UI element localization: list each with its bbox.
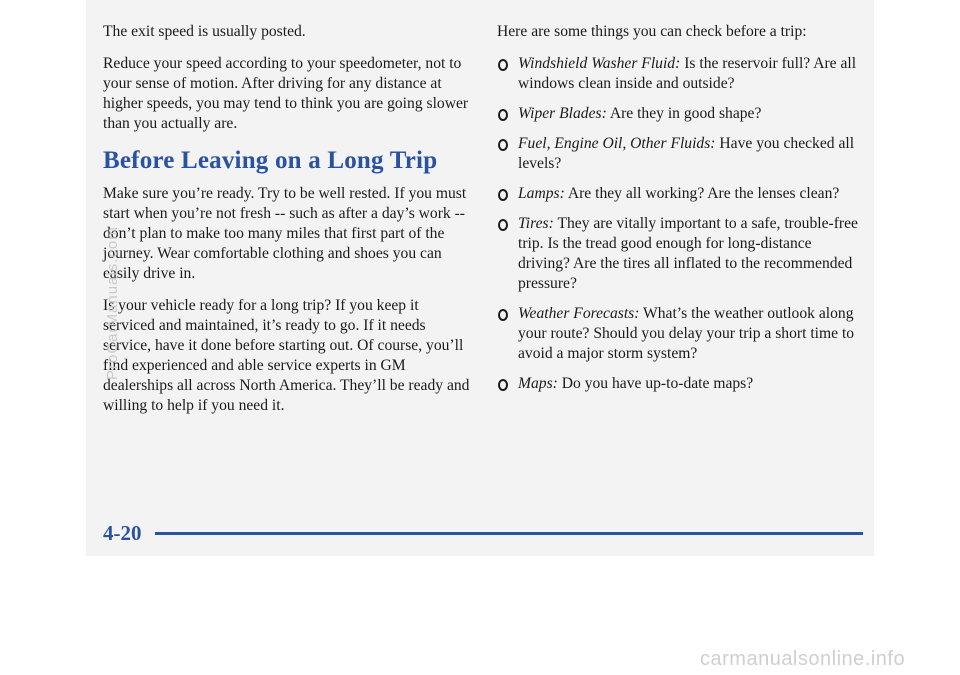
left-column (103, 22, 473, 428)
paragraph-reduce-speed: Reduce your speed according to your speedometer, not to your sense of motion. After driving for any distance at higher speeds, you may tend to think you are going slower than you actually are. (103, 55, 469, 132)
list-item (497, 304, 867, 364)
list-item (497, 374, 867, 394)
paragraph-exit-speed: The exit speed is usually posted. (103, 23, 306, 40)
item-text: Are they in good shape? (606, 105, 762, 122)
item-text: Are they all working? Are the lenses clean? (564, 185, 840, 202)
item-term: Fuel, Engine Oil, Other Fluids: (518, 135, 716, 152)
item-text: What’s the weather outlook along your route? Should you delay your trip a short time to avoid a major storm system? (518, 305, 855, 362)
right-column (497, 22, 867, 404)
list-item (497, 54, 867, 94)
page-footer (103, 520, 863, 546)
bullet-icon (498, 104, 508, 127)
item-text: Is the reservoir full? Are all windows clean inside and outside? (518, 55, 857, 92)
bullet-icon (498, 374, 508, 397)
paragraph-make-sure: Make sure you’re ready. Try to be well rested. If you must start when you’re not fresh -- such as after a day’s work -- don’t plan to make too many miles that first part of the journey. Wear comfortable clothing and shoes you can easily drive in. (103, 185, 467, 282)
item-text: Have you checked all levels? (518, 135, 855, 172)
item-term: Lamps: (518, 185, 565, 202)
list-item (497, 134, 867, 174)
manual-page (86, 0, 874, 556)
checklist-intro: Here are some things you can check before a trip: (497, 23, 807, 40)
item-term: Maps: (518, 375, 558, 392)
item-text: They are vitally important to a safe, trouble-free trip. Is the tread good enough for long-distance driving? Are the tires all inflated to the recommended pressure? (518, 215, 858, 292)
section-heading: Before Leaving on a Long Trip (103, 147, 438, 174)
bullet-icon (498, 184, 508, 207)
item-text: Do you have up-to-date maps? (557, 375, 754, 392)
list-item (497, 184, 867, 204)
list-item (497, 214, 867, 294)
side-watermark: ProCarManuals.com (104, 226, 121, 380)
bullet-icon (498, 134, 508, 157)
page-number: 4-20 (103, 521, 142, 545)
item-term: Tires: (518, 215, 554, 232)
bullet-icon (498, 54, 508, 77)
bullet-icon (498, 214, 508, 237)
list-item (497, 104, 867, 124)
item-term: Weather Forecasts: (518, 305, 640, 322)
item-term: Windshield Washer Fluid: (518, 55, 681, 72)
bullet-icon (498, 304, 508, 327)
paragraph-vehicle-ready: Is your vehicle ready for a long trip? If you keep it serviced and maintained, it’s ready to go. If it needs service, have it done before starting out. Of course, you’ll find experienced and able service experts in GM dealerships all across North America. They’ll be ready and willing to help if you need it. (103, 297, 470, 414)
checklist (497, 54, 867, 394)
item-term: Wiper Blades: (518, 105, 607, 122)
bottom-watermark[interactable]: carmanualsonline.info (700, 648, 906, 670)
footer-rule (155, 532, 863, 535)
